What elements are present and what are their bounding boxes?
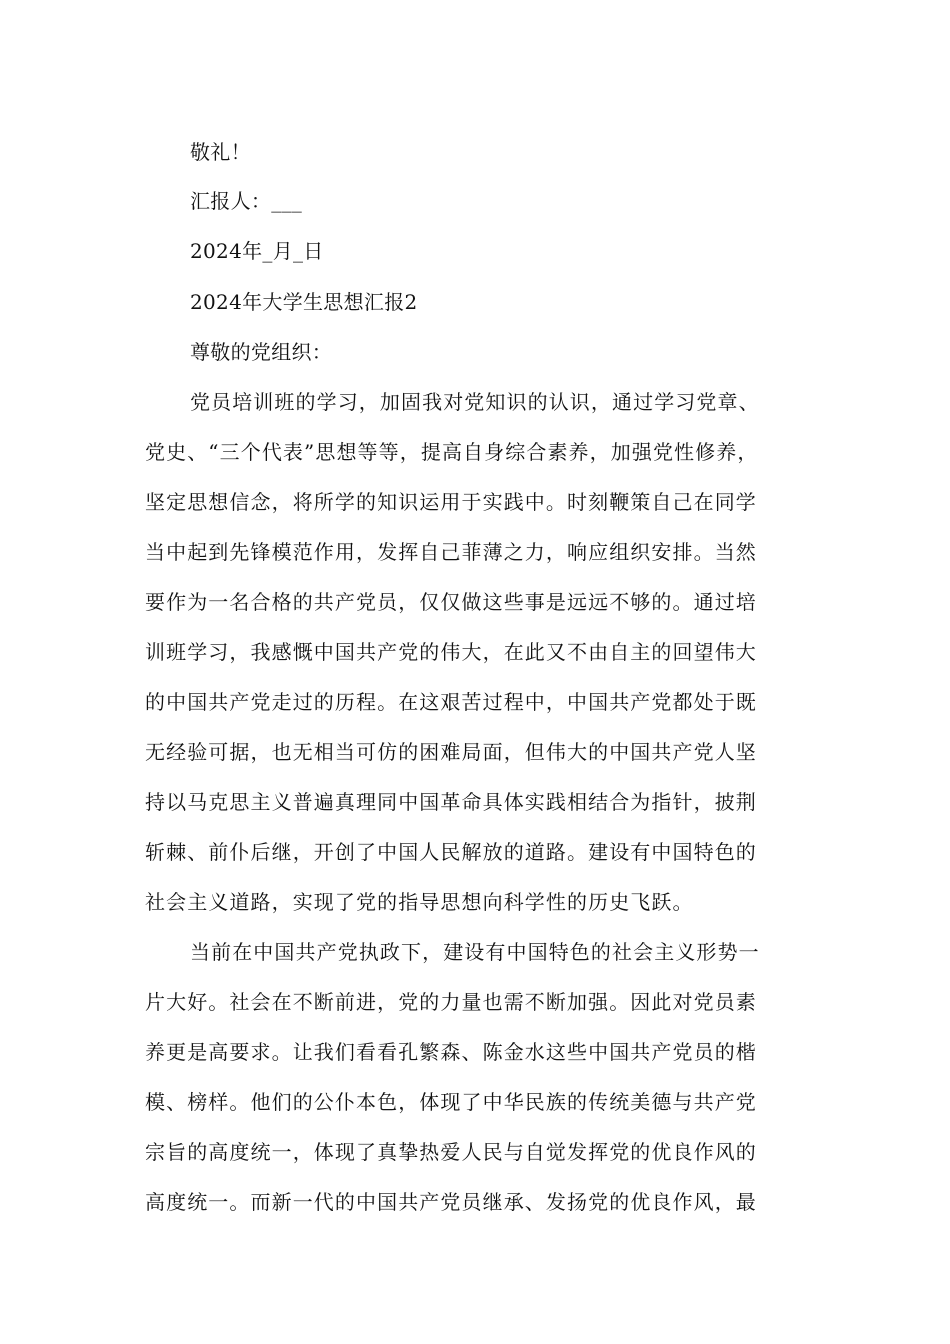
- paragraph1-line: 当中起到先锋模范作用，发挥自己菲薄之力，响应组织安排。当然: [145, 540, 757, 564]
- paragraph1-line: 的中国共产党走过的历程。在这艰苦过程中，中国共产党都处于既: [145, 690, 757, 714]
- paragraph2-line: 养更是高要求。让我们看看孔繁森、陈金水这些中国共产党员的楷: [145, 1040, 757, 1064]
- paragraph1-line: 社会主义道路，实现了党的指导思想向科学性的历史飞跃。: [145, 890, 694, 914]
- paragraph2-line: 模、榜样。他们的公仆本色，体现了中华民族的传统美德与共产党: [145, 1090, 757, 1114]
- report-greeting: 尊敬的党组织：: [190, 340, 333, 364]
- paragraph1-line: 训班学习，我感慨中国共产党的伟大，在此又不由自主的回望伟大: [145, 640, 757, 664]
- report-title: 2024年大学生思想汇报2: [190, 290, 418, 314]
- paragraph1-line: 要作为一名合格的共产党员，仅仅做这些事是远远不够的。通过培: [145, 590, 757, 614]
- paragraph1-line: 无经验可据，也无相当可仿的困难局面，但伟大的中国共产党人坚: [145, 740, 757, 764]
- paragraph1-line: 坚定思想信念，将所学的知识运用于实践中。时刻鞭策自己在同学: [145, 490, 757, 514]
- report-date-line: 2024年_月_日: [190, 239, 324, 263]
- paragraph2-line: 高度统一。而新一代的中国共产党员继承、发扬党的优良作风，最: [145, 1190, 757, 1214]
- paragraph1-line: 党员培训班的学习，加固我对党知识的认识，通过学习党章、: [190, 390, 760, 414]
- paragraph2-line: 片大好。社会在不断前进，党的力量也需不断加强。因此对党员素: [145, 990, 757, 1014]
- reporter-signature-line: 汇报人：___: [190, 189, 303, 213]
- paragraph1-line: 党史、“三个代表”思想等等，提高自身综合素养，加强党性修养，: [145, 440, 759, 464]
- paragraph2-line: 当前在中国共产党执政下，建设有中国特色的社会主义形势一: [190, 940, 760, 964]
- paragraph1-line: 斩棘、前仆后继，开创了中国人民解放的道路。建设有中国特色的: [145, 840, 757, 864]
- paragraph2-line: 宗旨的高度统一，体现了真挚热爱人民与自觉发挥党的优良作风的: [145, 1140, 757, 1164]
- closing-salutation: 敬礼！: [190, 140, 251, 164]
- paragraph1-line: 持以马克思主义普遍真理同中国革命具体实践相结合为指针，披荆: [145, 790, 757, 814]
